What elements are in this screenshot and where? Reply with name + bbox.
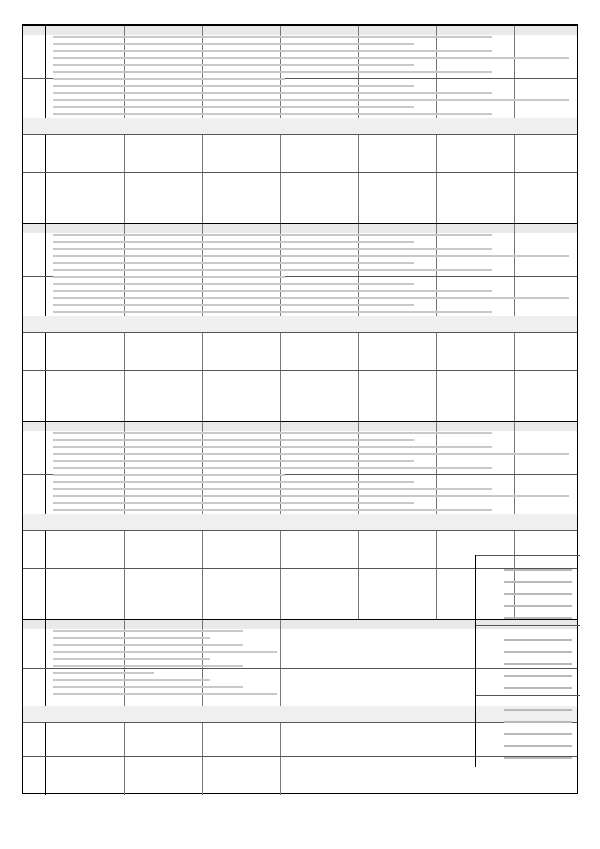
nutrition-summary-box [475,555,580,767]
menu-table [22,24,578,794]
menu-text-area [53,31,569,218]
menu-text-area [53,229,569,416]
menu-text-area [53,625,277,790]
week-block [23,223,577,421]
week-block [23,25,577,223]
